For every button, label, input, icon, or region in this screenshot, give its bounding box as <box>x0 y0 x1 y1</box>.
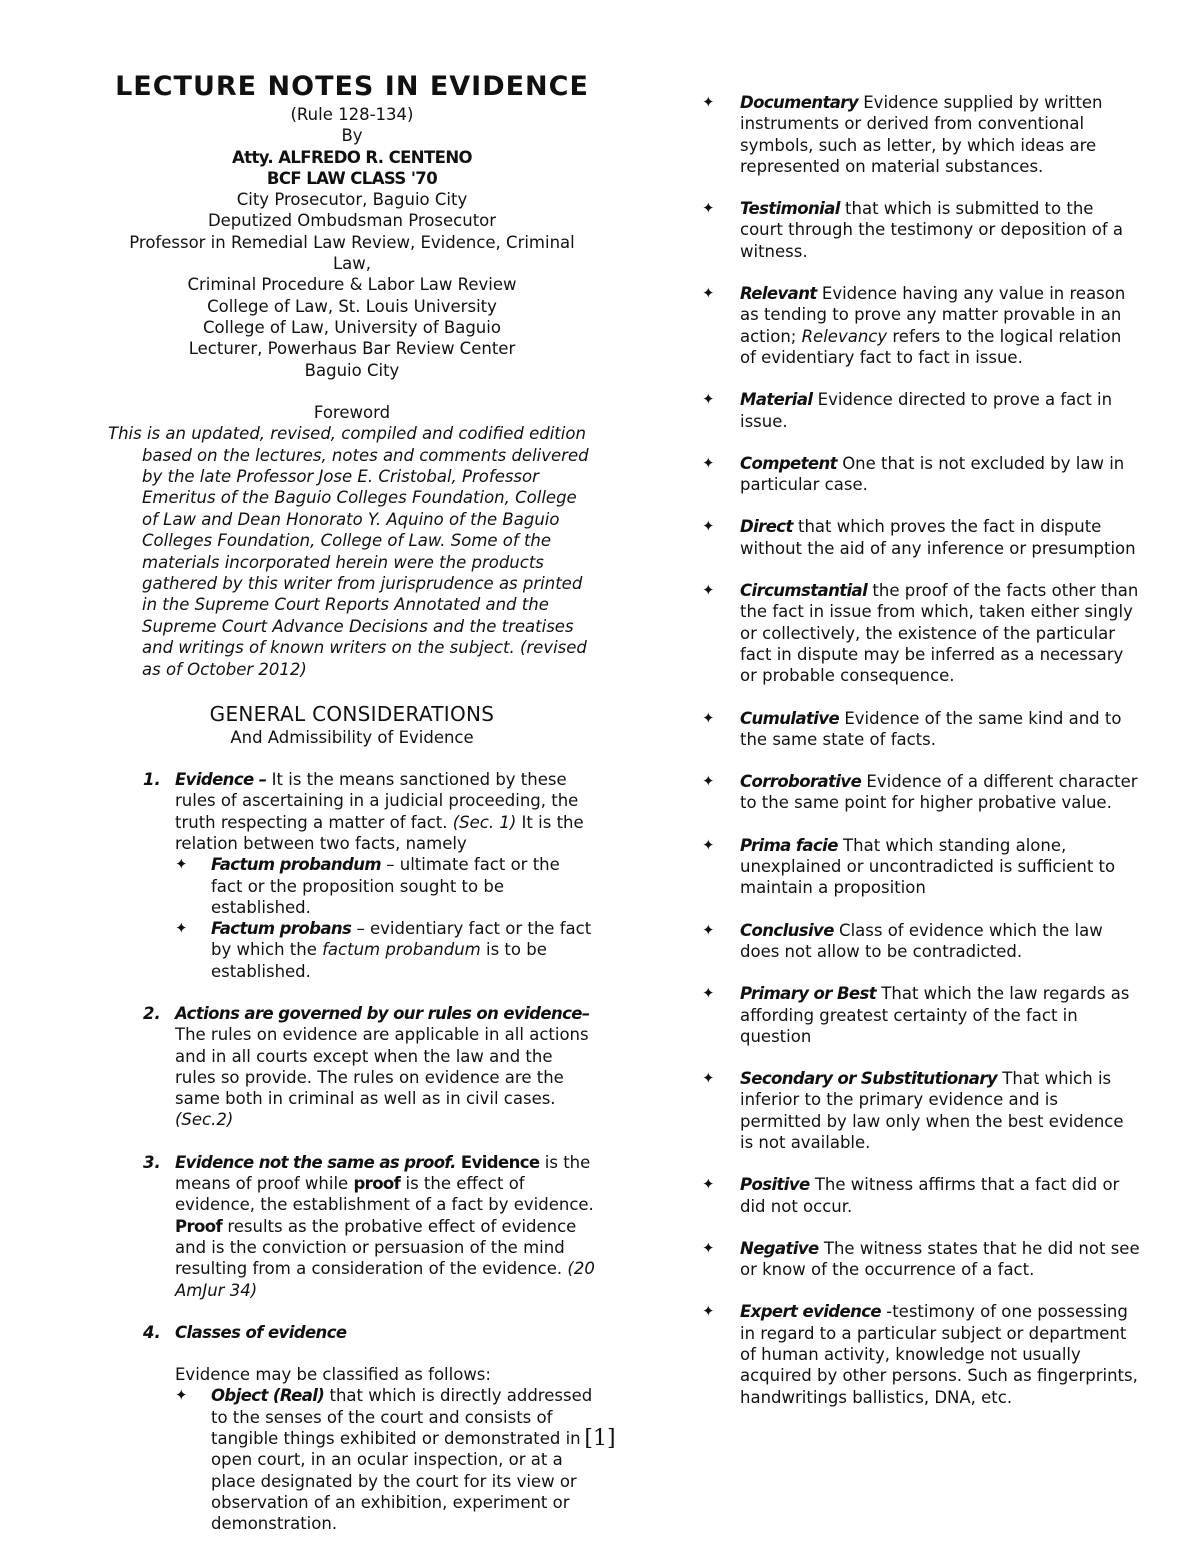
class-text: Class of evidence which the law does not allow to be contradicted. <box>740 920 1103 961</box>
diamond-bullet-icon: ✦ <box>175 1386 188 1405</box>
section-title: GENERAL CONSIDERATIONS <box>209 702 495 727</box>
sub-text: – ultimate fact or the fact or the proposition sought to be established. <box>211 855 560 917</box>
section-subtitle: And Admissibility of Evidence <box>230 728 474 748</box>
list-item <box>700 389 1140 432</box>
class-text: the proof of the facts other than the fact in issue from which, taken either singly or collectively, the existence of the particular fact in dispute may be inferred as a necessary or probable consequence. <box>740 581 1139 686</box>
author-name: Atty. ALFREDO R. CENTENO <box>232 147 472 167</box>
class-term: Prima facie <box>740 835 838 855</box>
affiliation-line: Baguio City <box>304 360 400 380</box>
class-text: -testimony of one possessing in regard to a particular subject or department of human activity, knowledge not usually acquired by other persons. Such as fingerprints, handwritings ballistics, DNA, etc. <box>740 1302 1138 1407</box>
class-text: The witness affirms that a fact did or did not occur. <box>740 1175 1120 1216</box>
class-term: Primary or Best <box>740 984 877 1004</box>
class-text: that which proves the fact in dispute without the aid of any inference or presumption <box>740 517 1136 558</box>
list-item <box>700 771 1140 814</box>
diamond-bullet-icon: ✦ <box>175 855 188 874</box>
class-text: refers to the logical relation of evidentiary fact to fact in issue. <box>740 326 1122 367</box>
page-number: [1] <box>584 1426 616 1451</box>
sub-text-italic: factum probandum <box>322 940 481 960</box>
list-item <box>700 580 1140 686</box>
sub-term: Factum probans <box>211 919 352 939</box>
item-text: results as the probative effect of evidence and is the conviction or persuasion of the mind resulting from a consideration of the evidence. <box>175 1216 577 1279</box>
diamond-bullet-icon: ✦ <box>702 920 715 939</box>
class-term: Documentary <box>740 93 859 112</box>
class-term: Competent <box>740 453 837 473</box>
diamond-bullet-icon: ✦ <box>702 581 715 600</box>
class-text-italic: Relevancy <box>801 326 888 346</box>
class-text: Evidence having any value in reason as tending to prove any matter provable in an action; <box>740 284 1126 346</box>
diamond-bullet-icon: ✦ <box>702 199 715 218</box>
list-item <box>700 198 1140 262</box>
author-class: BCF LAW CLASS '70 <box>266 168 438 188</box>
list-item <box>108 769 596 982</box>
item-term: Classes of evidence <box>175 1322 347 1342</box>
diamond-bullet-icon: ✦ <box>702 93 715 111</box>
class-term: Relevant <box>740 284 817 304</box>
foreword-text: This is an updated, revised, compiled and codified edition based on the lectures, notes and comments delivered by the late Professor Jose E. Cristobal, Professor Emeritus of the Baguio Colleges Foundation, College of Law and Dean Honorato Y. Aquino of the Baguio Colleges Foundation, College of Law. Some of the materials incorporated herein were the products gathered by this writer from jurisprudence as printed in the Supreme Court Reports Annotated and the Supreme Court Advance Decisions and the treatises and writings of known writers on the subject. (revised as of October 2012) <box>108 424 589 679</box>
class-term: Expert evidence <box>740 1302 882 1322</box>
list-item <box>700 1068 1140 1153</box>
list-item <box>108 1152 596 1301</box>
sub-item <box>175 1385 596 1534</box>
affiliation-line: Deputized Ombudsman Prosecutor <box>207 211 497 231</box>
sub-term: Factum probandum <box>211 855 381 875</box>
item-citation: (Sec.2) <box>175 1110 234 1130</box>
item-text: It is the means sanctioned by these rules of ascertaining in a judicial proceeding, the truth respecting a matter of fact. <box>175 770 579 832</box>
diamond-bullet-icon: ✦ <box>702 1238 715 1257</box>
class-term: Corroborative <box>740 772 862 792</box>
foreword-heading: Foreword <box>313 402 391 422</box>
sub-list <box>175 1385 596 1534</box>
affiliation-line: City Prosecutor, Baguio City <box>236 190 468 210</box>
item-text: It is the relation between two facts, namely <box>175 812 584 853</box>
rule-range: (Rule 128-134) <box>290 105 414 124</box>
diamond-bullet-icon: ✦ <box>702 835 715 854</box>
class-text: The witness states that he did not see or know of the occurrence of a fact. <box>740 1238 1140 1280</box>
list-item <box>700 1301 1140 1407</box>
diamond-bullet-icon: ✦ <box>702 1069 715 1088</box>
diamond-bullet-icon: ✦ <box>702 517 715 536</box>
classes-intro: Evidence may be classified as follows: <box>175 1365 491 1385</box>
sub-list <box>175 854 596 982</box>
class-term: Negative <box>740 1238 819 1258</box>
by-label: By <box>341 126 363 146</box>
affiliation-line: College of Law, University of Baguio <box>203 317 501 337</box>
sub-item <box>175 918 596 982</box>
class-text: Evidence of a different character to the same point for higher probative value. <box>740 772 1138 813</box>
list-item <box>700 92 1140 177</box>
diamond-bullet-icon: ✦ <box>702 390 715 409</box>
class-text: Evidence of the same kind and to the same state of facts. <box>740 708 1122 749</box>
class-term: Testimonial <box>740 199 840 219</box>
evidence-classes-list <box>700 92 1140 1408</box>
item-citation: (20 AmJur 34) <box>175 1259 595 1300</box>
item-bold-text: Proof <box>175 1216 223 1236</box>
item-number: 2. <box>143 1004 161 1023</box>
affiliation-line: College of Law, St. Louis University <box>207 296 497 316</box>
sub-text: – evidentiary fact or the fact by which the <box>211 919 592 960</box>
class-term: Positive <box>740 1175 810 1195</box>
list-item <box>700 283 1140 368</box>
item-number: 3. <box>143 1152 161 1172</box>
sub-text: is to be established. <box>211 940 547 981</box>
affiliation-line: Professor in Remedial Law Review, Evidence, Criminal Law, <box>129 232 575 274</box>
list-item <box>700 920 1140 963</box>
item-citation: (Sec. 1) <box>452 812 517 832</box>
class-text: That which the law regards as affording greatest certainty of the fact in question <box>740 984 1130 1046</box>
diamond-bullet-icon: ✦ <box>702 984 715 1003</box>
diamond-bullet-icon: ✦ <box>702 708 715 727</box>
diamond-bullet-icon: ✦ <box>175 919 188 938</box>
diamond-bullet-icon: ✦ <box>702 453 715 472</box>
class-text: Evidence supplied by written instruments or derived from conventional symbols, such as letter, by which ideas are represented on material substances. <box>740 93 1103 176</box>
title-block <box>108 70 596 423</box>
considerations-list <box>108 769 596 1535</box>
left-column <box>108 70 596 1556</box>
class-text: that which is submitted to the court through the testimony or deposition of a witness. <box>740 199 1124 261</box>
item-term: Evidence not the same as proof. <box>175 1152 456 1172</box>
class-text: One that is not excluded by law in particular case. <box>740 453 1125 495</box>
class-text: That which standing alone, unexplained or uncontradicted is sufficient to maintain a proposition <box>740 835 1116 898</box>
list-item <box>700 1174 1140 1217</box>
list-item <box>700 983 1140 1047</box>
class-text: Evidence directed to prove a fact in issue. <box>740 390 1113 431</box>
sub-term: Object (Real) <box>211 1386 325 1406</box>
diamond-bullet-icon: ✦ <box>702 772 715 791</box>
list-item <box>700 453 1140 496</box>
class-term: Cumulative <box>740 708 840 728</box>
item-bold-text: Evidence <box>455 1152 540 1172</box>
list-item <box>700 708 1140 751</box>
diamond-bullet-icon: ✦ <box>702 1175 715 1194</box>
list-item <box>700 1238 1140 1281</box>
class-term: Direct <box>740 517 793 537</box>
class-term: Conclusive <box>740 920 834 940</box>
sub-text: that which is directly addressed to the senses of the court and consists of tangible things exhibited or demonstrated in open court, in an ocular inspection, or at a place designated by the court for its view or observation of an exhibition, experiment or demonstration. <box>211 1386 593 1534</box>
class-term: Secondary or Substitutionary <box>740 1069 998 1089</box>
item-term: Actions are governed by our rules on evidence– <box>175 1004 590 1023</box>
list-item <box>700 516 1140 559</box>
list-item <box>108 1003 596 1131</box>
item-term: Evidence – <box>175 770 267 790</box>
item-text: is the effect of evidence, the establishment of a fact by evidence. <box>175 1174 594 1215</box>
class-text: That which is inferior to the primary evidence and is permitted by law only when the best evidence is not available. <box>740 1069 1124 1152</box>
affiliation-line: Lecturer, Powerhaus Bar Review Center <box>188 339 516 359</box>
sub-item <box>175 854 596 918</box>
document-title: LECTURE NOTES IN EVIDENCE <box>115 71 589 102</box>
diamond-bullet-icon: ✦ <box>702 1302 715 1321</box>
item-number: 1. <box>143 770 161 790</box>
right-column <box>700 92 1140 1429</box>
item-text: The rules on evidence are applicable in all actions and in all courts except when the law and the rules so provide. The rules on evidence are the same both in criminal as well as in civil cases. <box>175 1025 589 1109</box>
class-term: Circumstantial <box>740 581 868 601</box>
item-bold-text: proof <box>353 1174 401 1194</box>
list-item <box>700 835 1140 899</box>
class-term: Material <box>740 390 813 410</box>
affiliation-line: Criminal Procedure & Labor Law Review <box>187 275 517 295</box>
item-text: is the means of proof while <box>175 1152 591 1194</box>
item-number: 4. <box>143 1322 161 1342</box>
diamond-bullet-icon: ✦ <box>702 284 715 303</box>
